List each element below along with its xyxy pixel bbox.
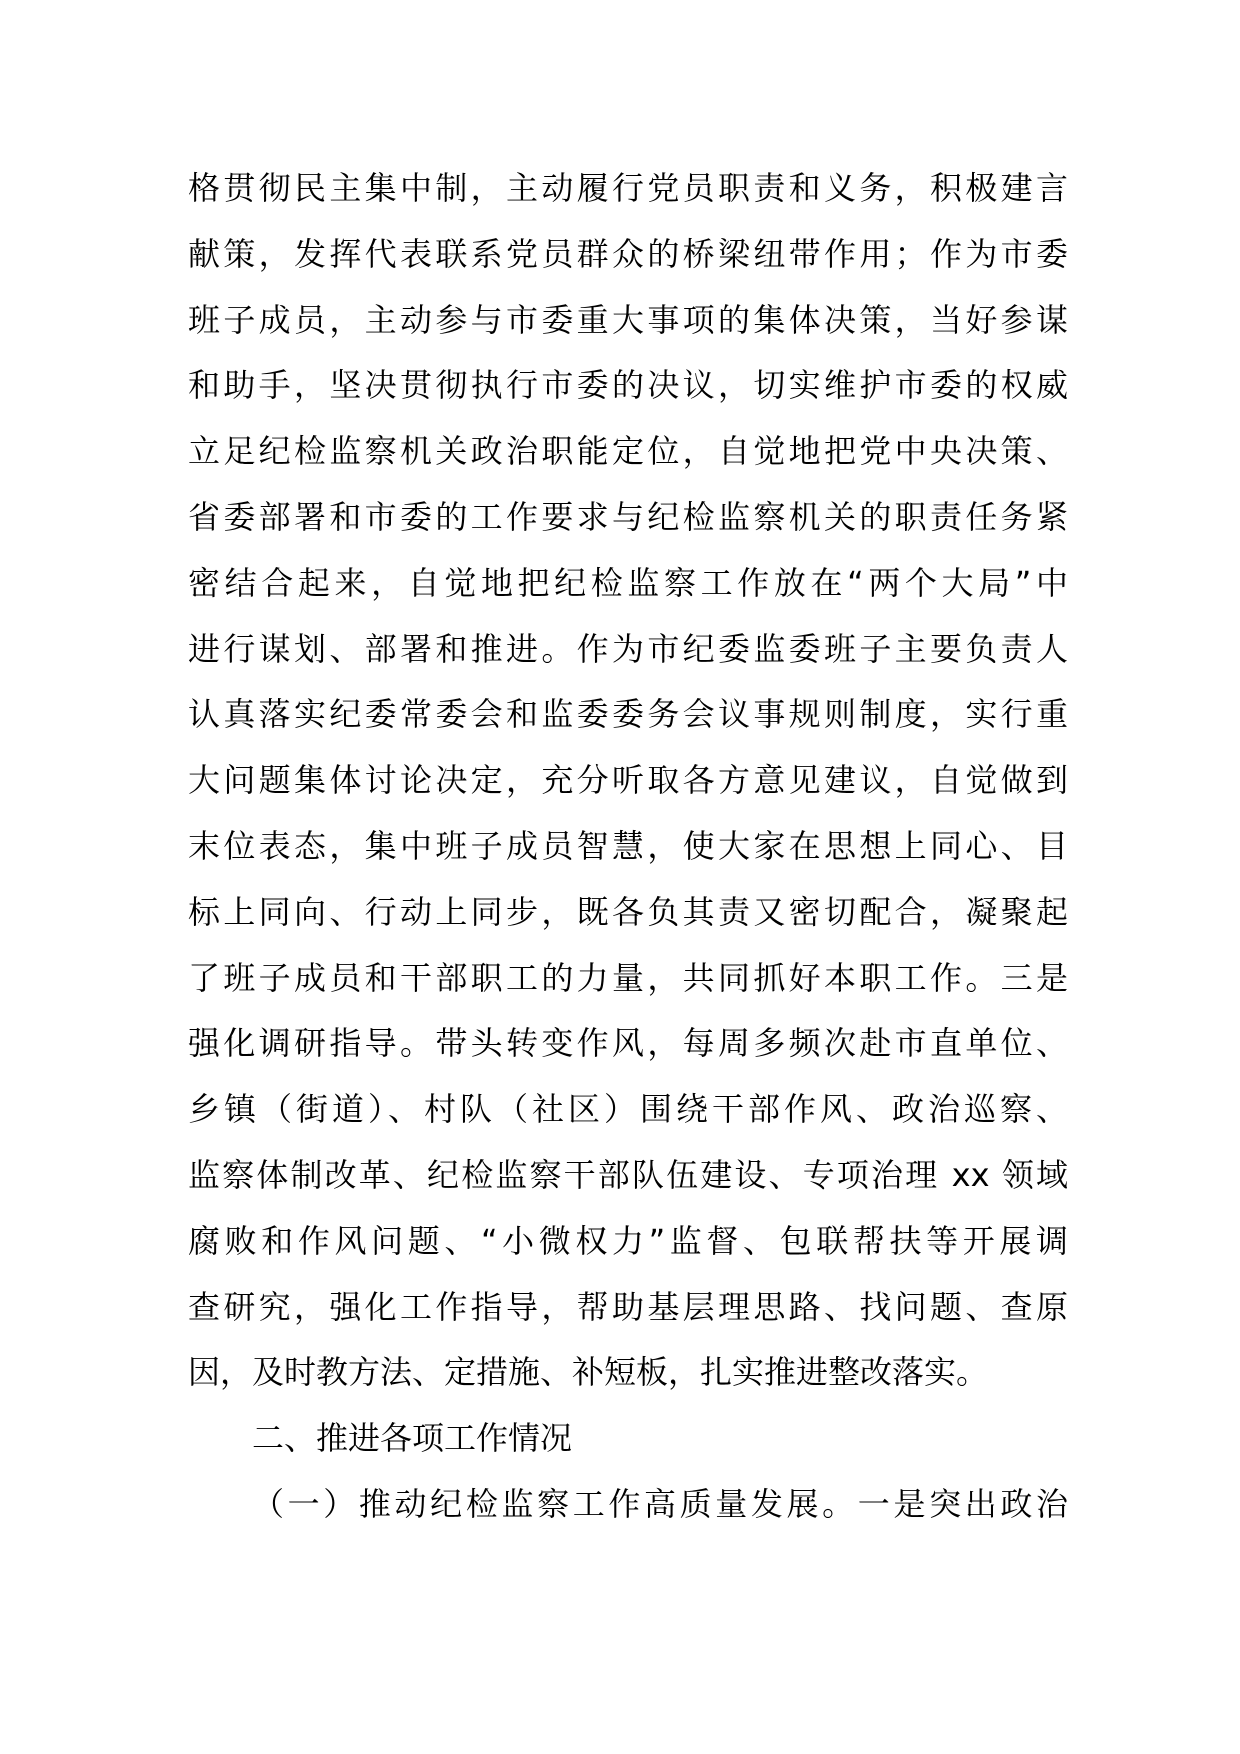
- paragraph-line: 立足纪检监察机关政治职能定位，自觉地把党中央决策、: [188, 432, 1068, 471]
- paragraph-line: 省委部署和市委的工作要求与纪检监察机关的职责任务紧: [188, 497, 1068, 536]
- paragraph-line: 和助手，坚决贯彻执行市委的决议，切实维护市委的权威: [188, 366, 1068, 405]
- body-text: [188, 156, 1068, 1538]
- paragraph-line: 密结合起来，自觉地把纪检监察工作放在“两个大局”中: [188, 563, 1068, 602]
- paragraph-line: 献策，发挥代表联系党员群众的桥梁纽带作用；作为市委: [188, 234, 1068, 273]
- paragraph-line: 强化调研指导。带头转变作风，每周多频次赴市直单位、: [188, 1024, 1068, 1063]
- subsection-heading: （一）推动纪检监察工作高质量发展。一是突出政治: [252, 1484, 1068, 1523]
- paragraph-line: 因，及时教方法、定措施、补短板，扎实推进整改落实。: [188, 1353, 989, 1392]
- paragraph-line: 监察体制改革、纪检监察干部队伍建设、专项治理 xx 领域: [188, 1155, 1068, 1194]
- paragraph-line: 认真落实纪委常委会和监委委务会议事规则制度，实行重: [188, 695, 1068, 734]
- paragraph-line: 班子成员，主动参与市委重大事项的集体决策，当好参谋: [188, 300, 1068, 339]
- paragraph-line: 了班子成员和干部职工的力量，共同抓好本职工作。三是: [188, 958, 1068, 997]
- paragraph-line: 腐败和作风问题、“小微权力”监督、包联帮扶等开展调: [188, 1221, 1068, 1260]
- paragraph-line: 标上同向、行动上同步，既各负其责又密切配合，凝聚起: [188, 892, 1068, 931]
- paragraph-line: 进行谋划、部署和推进。作为市纪委监委班子主要负责人: [188, 629, 1068, 668]
- paragraph-line: 乡镇（街道）、村队（社区）围绕干部作风、政治巡察、: [188, 1090, 1068, 1129]
- section-heading: 二、推进各项工作情况: [252, 1419, 573, 1458]
- paragraph-line: 大问题集体讨论决定，充分听取各方意见建议，自觉做到: [188, 761, 1068, 800]
- paragraph-line: 末位表态，集中班子成员智慧，使大家在思想上同心、目: [188, 826, 1068, 865]
- paragraph-line: 查研究，强化工作指导，帮助基层理思路、找问题、查原: [188, 1287, 1068, 1326]
- paragraph-line: 格贯彻民主集中制，主动履行党员职责和义务，积极建言: [188, 169, 1068, 207]
